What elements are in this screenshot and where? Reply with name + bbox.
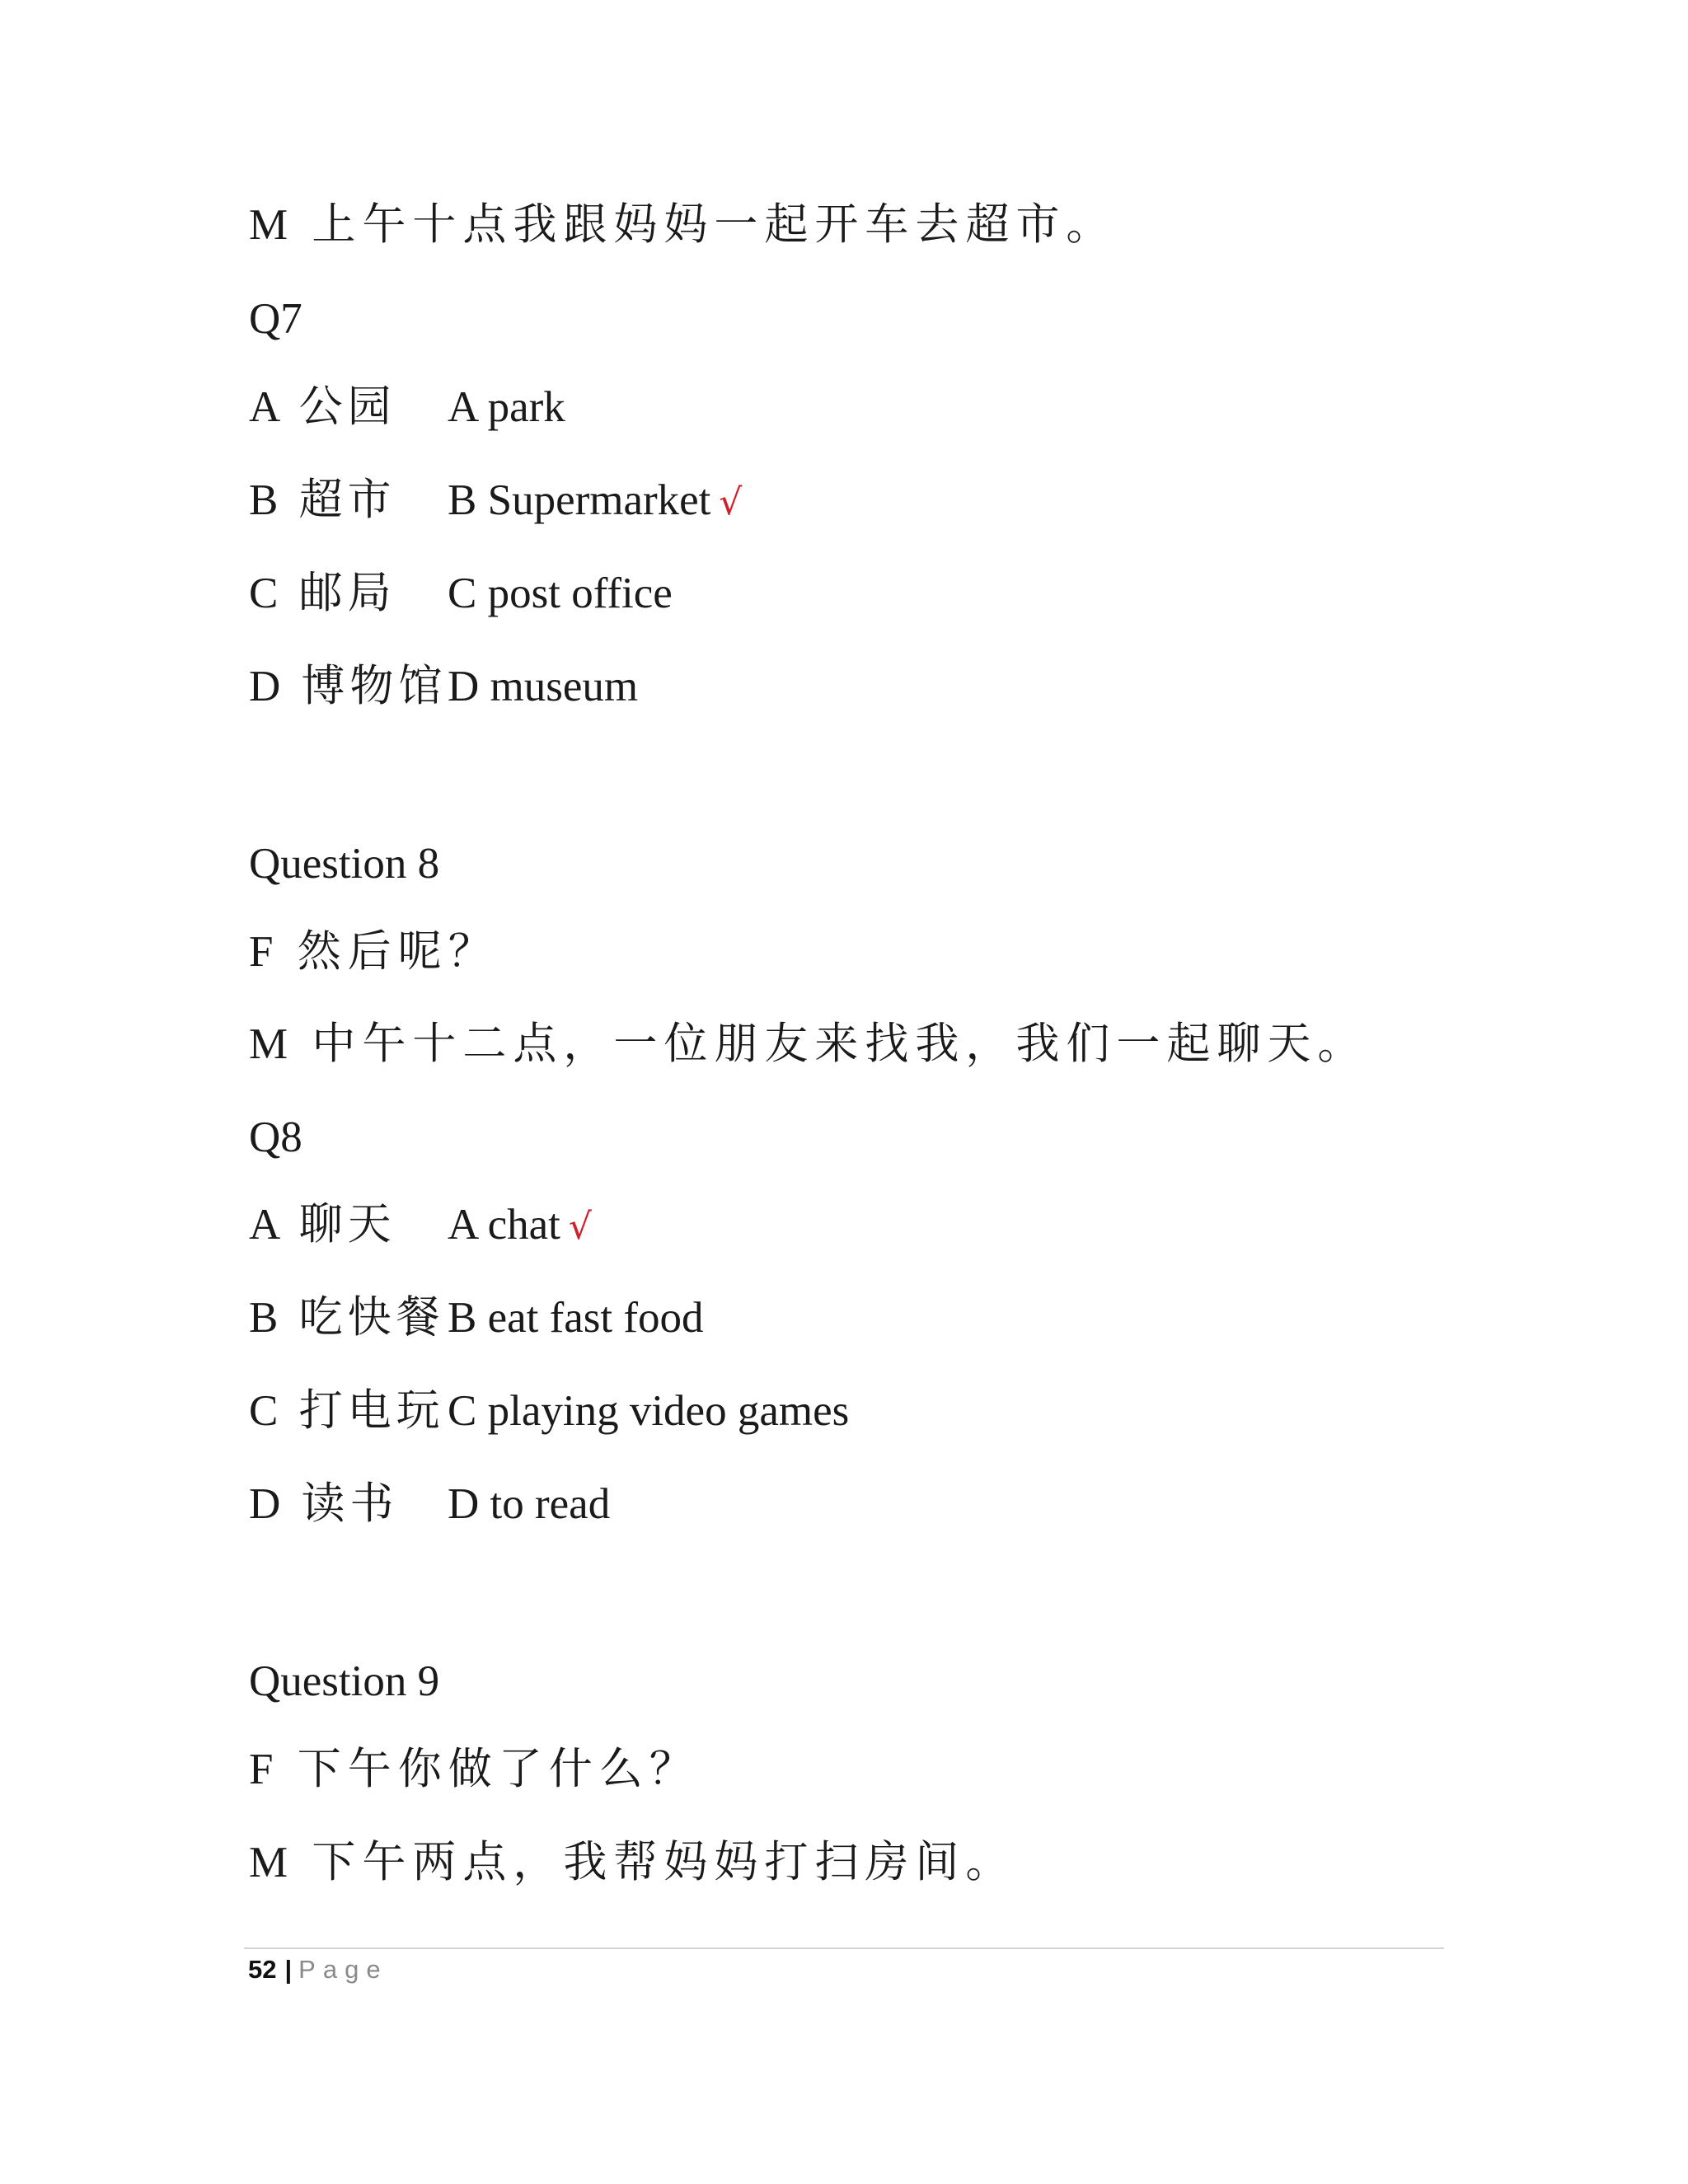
q7-option-c-en: C post office (448, 569, 673, 617)
question-9-heading: Question 9 (249, 1657, 440, 1705)
q8-option-b-en: B eat fast food (448, 1294, 704, 1342)
q7-option-d (249, 660, 1485, 713)
q8-option-b (249, 1291, 1485, 1344)
q7-option-b (249, 474, 1485, 527)
q8-option-b-zh: B 吃快餐 (249, 1294, 445, 1342)
footer-separator: | (284, 1955, 293, 1984)
q8-option-a-en: A chat √ (448, 1201, 592, 1249)
q8-option-a-zh: A 聊天 (249, 1201, 396, 1249)
q8-option-d (249, 1478, 1485, 1530)
checkmark-icon: √ (719, 481, 743, 523)
page-word: Page (298, 1955, 388, 1984)
q8-option-c-en: C playing video games (448, 1387, 850, 1435)
q8-option-d-zh: D 读书 (249, 1480, 399, 1528)
q7-option-d-en: D museum (448, 663, 639, 710)
q8-option-a (249, 1198, 1485, 1251)
q8-option-c-zh: C 打电玩 (249, 1387, 445, 1435)
q7-option-c (249, 567, 1485, 620)
q7-option-d-zh: D 博物馆 (249, 663, 448, 710)
checkmark-icon: √ (568, 1206, 592, 1248)
q7-option-a-en: A park (448, 383, 565, 431)
q8-option-d-en: D to read (448, 1480, 611, 1528)
footer-divider (244, 1947, 1444, 1949)
dialog-line-m: M 上午十点我跟妈妈一起开车去超市。 (249, 201, 1117, 249)
question-8-line-m: M 中午十二点，一位朋友来找我，我们一起聊天。 (249, 1020, 1368, 1068)
q8-option-c (249, 1385, 1485, 1437)
q7-option-c-zh: C 邮局 (249, 569, 396, 617)
question-8-line-f: F 然后呢？ (249, 928, 499, 976)
page-footer (248, 1953, 388, 1986)
question-8-heading: Question 8 (249, 840, 440, 888)
page-number: 52 (248, 1955, 277, 1984)
q7-label: Q7 (249, 295, 302, 343)
q7-option-b-zh: B 超市 (249, 476, 396, 524)
q8-label: Q8 (249, 1113, 302, 1161)
q7-option-b-en: B Supermarket √ (448, 476, 743, 524)
q7-option-a (249, 381, 1485, 434)
question-9-line-m: M 下午两点，我帮妈妈打扫房间。 (249, 1839, 1016, 1886)
q7-option-a-zh: A 公园 (249, 383, 396, 431)
question-9-line-f: F 下午你做了什么？ (249, 1746, 700, 1793)
